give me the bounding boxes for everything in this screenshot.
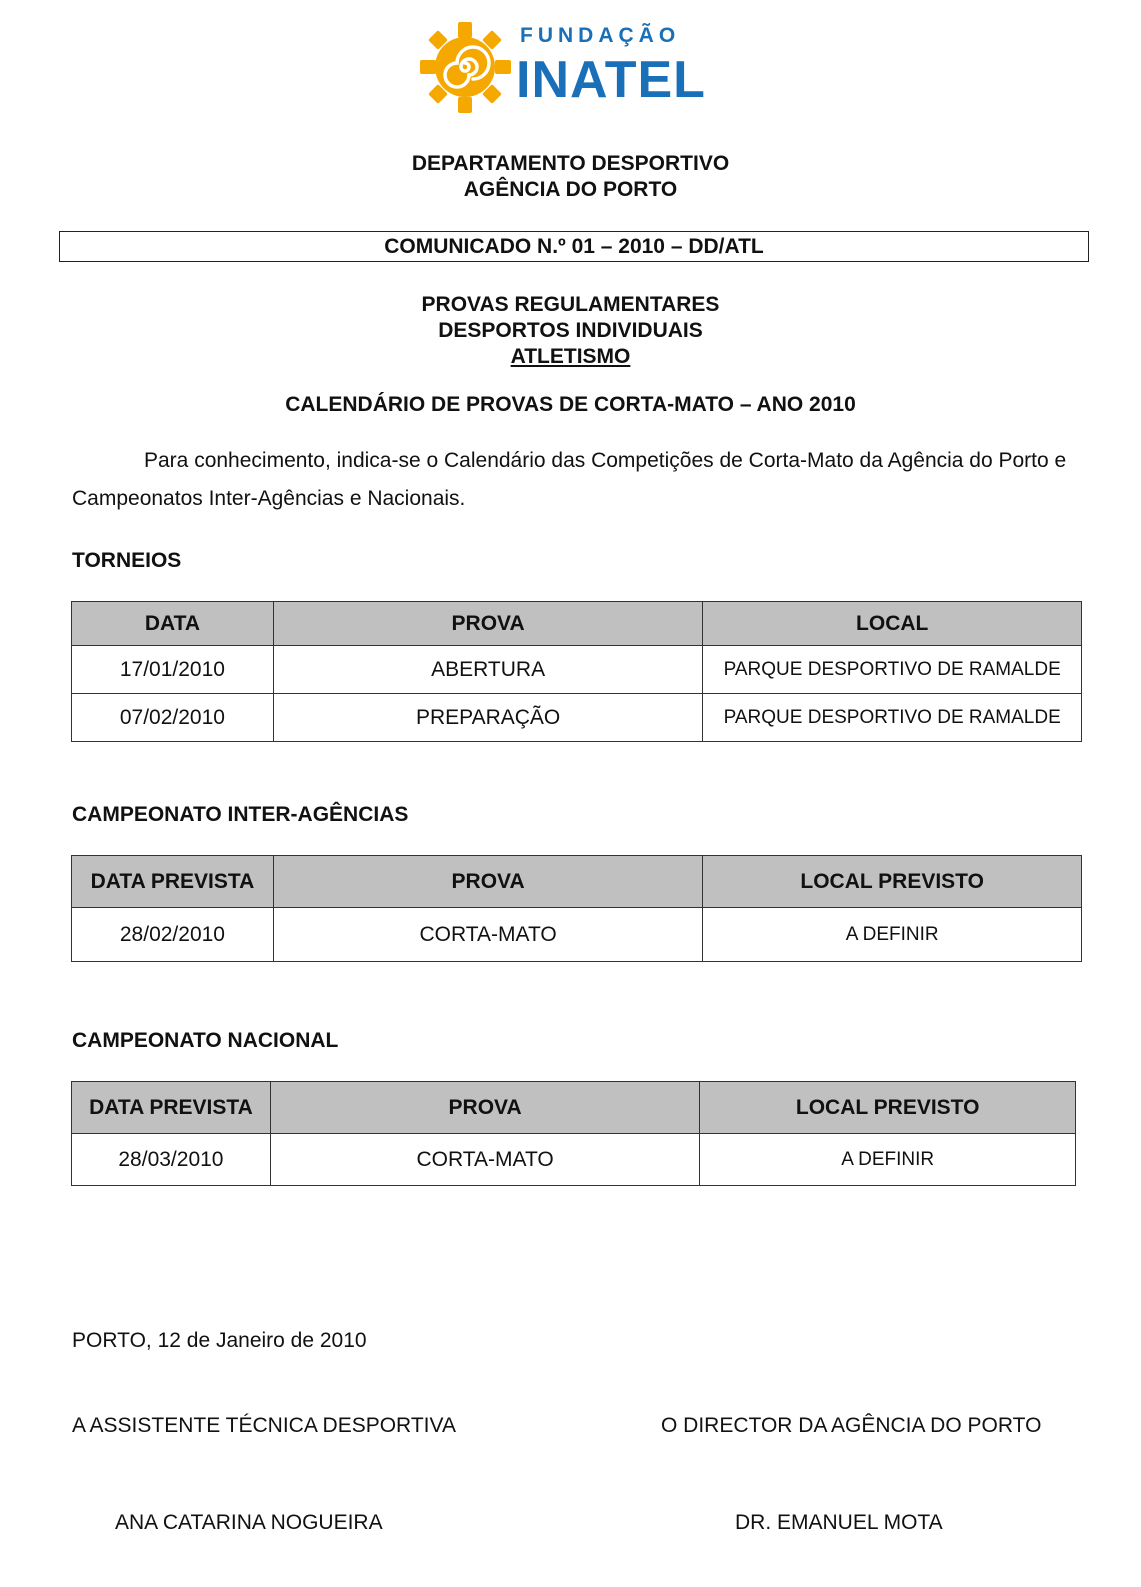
table-row	[72, 646, 1082, 694]
col-header: DATA PREVISTA	[72, 1082, 271, 1134]
date-cell: 28/03/2010	[72, 1134, 271, 1186]
local-cell: A DEFINIR	[700, 1134, 1076, 1186]
torneios-table	[71, 601, 1082, 742]
table-row	[72, 908, 1082, 962]
local-cell: PARQUE DESPORTIVO DE RAMALDE	[703, 646, 1082, 694]
col-header: LOCAL	[703, 602, 1082, 646]
right-signatory-name: DR. EMANUEL MOTA	[735, 1511, 943, 1534]
communique-box: COMUNICADO N.º 01 – 2010 – DD/ATL	[59, 231, 1089, 262]
agency-title: AGÊNCIA DO PORTO	[463, 178, 678, 201]
prova-cell: CORTA-MATO	[273, 908, 703, 962]
col-header: DATA	[72, 602, 274, 646]
col-header: PROVA	[273, 856, 703, 908]
calendar-title: CALENDÁRIO DE PROVAS DE CORTA-MATO – ANO 2010	[285, 393, 856, 416]
prova-cell: PREPARAÇÃO	[273, 694, 703, 742]
prova-cell: CORTA-MATO	[270, 1134, 700, 1186]
department-title: DEPARTAMENTO DESPORTIVO	[411, 152, 730, 175]
col-header: PROVA	[273, 602, 703, 646]
date-cell: 17/01/2010	[72, 646, 274, 694]
table-header-row	[72, 856, 1082, 908]
inatel-logo	[418, 20, 718, 115]
intro-paragraph	[72, 442, 1072, 518]
inter-agencias-table	[71, 855, 1082, 962]
table-header-row	[72, 602, 1082, 646]
col-header: LOCAL PREVISTO	[703, 856, 1082, 908]
date-cell: 28/02/2010	[72, 908, 274, 962]
right-signatory-role: O DIRECTOR DA AGÊNCIA DO PORTO	[661, 1414, 1042, 1437]
sun-gear-icon	[418, 20, 513, 115]
logo-top-text: FUNDAÇÃO	[520, 24, 681, 47]
subtitle-atletismo	[0, 344, 1141, 370]
left-signatory-role: A ASSISTENTE TÉCNICA DESPORTIVA	[72, 1414, 456, 1437]
table-row	[72, 1134, 1076, 1186]
col-header: LOCAL PREVISTO	[700, 1082, 1076, 1134]
subtitle-regulamentares: PROVAS REGULAMENTARES	[421, 293, 720, 316]
col-header: DATA PREVISTA	[72, 856, 274, 908]
section-torneios-title: TORNEIOS	[72, 549, 182, 572]
section-inter-agencias-title: CAMPEONATO INTER-AGÊNCIAS	[72, 803, 409, 826]
logo-main-text: INATEL	[516, 51, 706, 109]
date-cell: 07/02/2010	[72, 694, 274, 742]
local-cell: A DEFINIR	[703, 908, 1082, 962]
subtitle-individuais: DESPORTOS INDIVIDUAIS	[438, 319, 703, 342]
local-cell: PARQUE DESPORTIVO DE RAMALDE	[703, 694, 1082, 742]
atletismo-label: ATLETISMO	[510, 345, 631, 368]
place-date: PORTO, 12 de Janeiro de 2010	[72, 1329, 367, 1352]
table-row	[72, 694, 1082, 742]
section-nacional-title: CAMPEONATO NACIONAL	[72, 1029, 339, 1052]
nacional-table	[71, 1081, 1076, 1186]
table-header-row	[72, 1082, 1076, 1134]
left-signatory-name: ANA CATARINA NOGUEIRA	[115, 1511, 383, 1534]
col-header: PROVA	[270, 1082, 700, 1134]
intro-text: Para conhecimento, indica-se o Calendário das Competições de Corta-Mato da Agência do Porto e Campeonatos Inter-Agências e Nacionais.	[72, 449, 1067, 510]
prova-cell: ABERTURA	[273, 646, 703, 694]
